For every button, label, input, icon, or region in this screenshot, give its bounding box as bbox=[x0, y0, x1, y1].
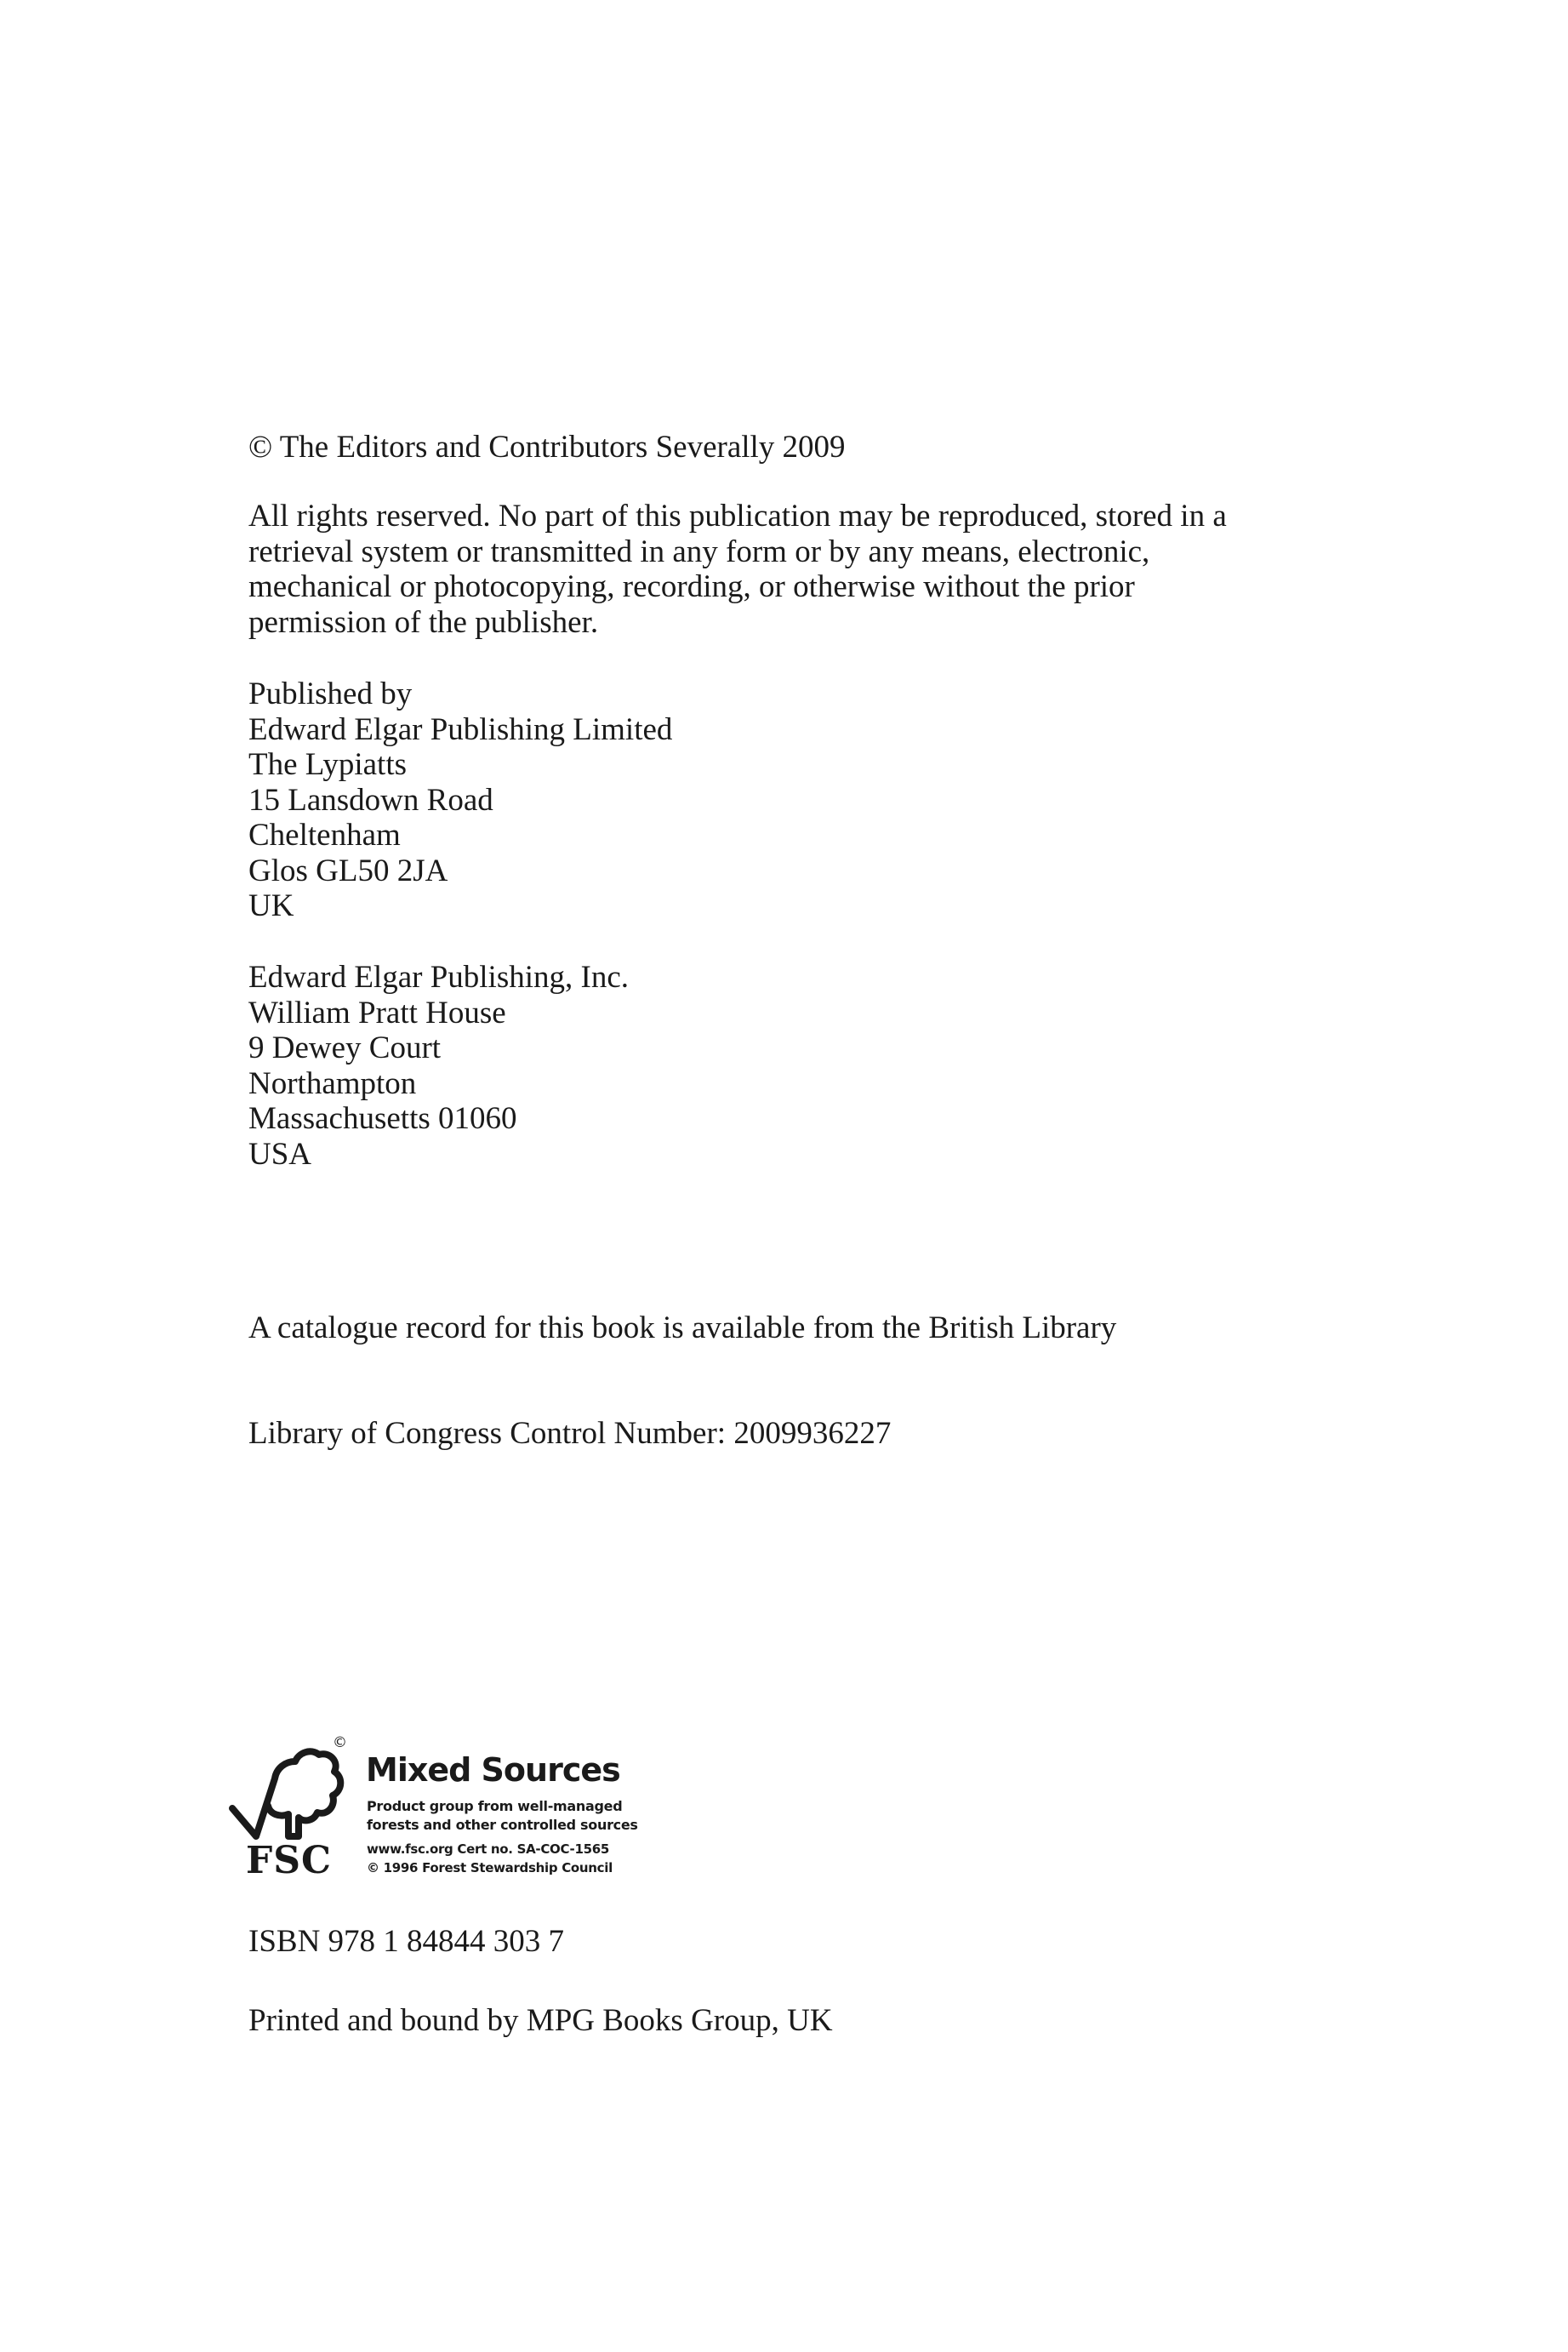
address-line: William Pratt House bbox=[248, 995, 506, 1030]
rights-line: permission of the publisher. bbox=[248, 604, 599, 640]
copyright-notice: © The Editors and Contributors Severally 2009 bbox=[248, 430, 846, 465]
fsc-copyright-mark: © bbox=[333, 1734, 347, 1751]
address-line: 9 Dewey Court bbox=[248, 1030, 442, 1065]
address-line: Edward Elgar Publishing Limited bbox=[248, 711, 673, 747]
us-publisher-address bbox=[248, 960, 629, 1172]
rights-line: retrieval system or transmitted in any form or by any means, electronic, bbox=[248, 534, 1150, 569]
fsc-subtitle bbox=[367, 1797, 638, 1835]
fsc-certification bbox=[367, 1840, 613, 1877]
library-of-congress-number: Library of Congress Control Number: 2009936227 bbox=[248, 1416, 892, 1451]
printer-notice: Printed and bound by MPG Books Group, UK bbox=[248, 2003, 833, 2038]
fsc-subtitle-line: forests and other controlled sources bbox=[367, 1817, 638, 1833]
rights-line: All rights reserved. No part of this publication may be reproduced, stored in a bbox=[248, 499, 1227, 534]
address-line: USA bbox=[248, 1136, 312, 1172]
fsc-letters: FSC bbox=[246, 1839, 333, 1882]
address-line: 15 Lansdown Road bbox=[248, 782, 493, 818]
address-line: Glos GL50 2JA bbox=[248, 853, 448, 888]
isbn: ISBN 978 1 84844 303 7 bbox=[248, 1924, 565, 1959]
rights-paragraph bbox=[248, 499, 1227, 640]
fsc-subtitle-line: Product group from well-managed bbox=[367, 1798, 623, 1814]
address-line: Massachusetts 01060 bbox=[248, 1101, 517, 1136]
rights-line: mechanical or photocopying, recording, or otherwise without the prior bbox=[248, 569, 1135, 604]
fsc-logo bbox=[225, 1736, 668, 1889]
address-line: Cheltenham bbox=[248, 818, 401, 853]
address-line: Edward Elgar Publishing, Inc. bbox=[248, 960, 629, 995]
address-line: The Lypiatts bbox=[248, 747, 407, 782]
address-line: UK bbox=[248, 888, 294, 923]
fsc-title: Mixed Sources bbox=[366, 1751, 620, 1789]
fsc-cert-line: www.fsc.org Cert no. SA-COC-1565 bbox=[367, 1841, 610, 1857]
address-line: Northampton bbox=[248, 1065, 417, 1101]
catalogue-record-notice: A catalogue record for this book is available from the British Library bbox=[248, 1310, 1117, 1345]
fsc-cert-line: © 1996 Forest Stewardship Council bbox=[367, 1860, 613, 1875]
uk-publisher-address bbox=[248, 676, 672, 924]
address-line: Published by bbox=[248, 676, 413, 711]
